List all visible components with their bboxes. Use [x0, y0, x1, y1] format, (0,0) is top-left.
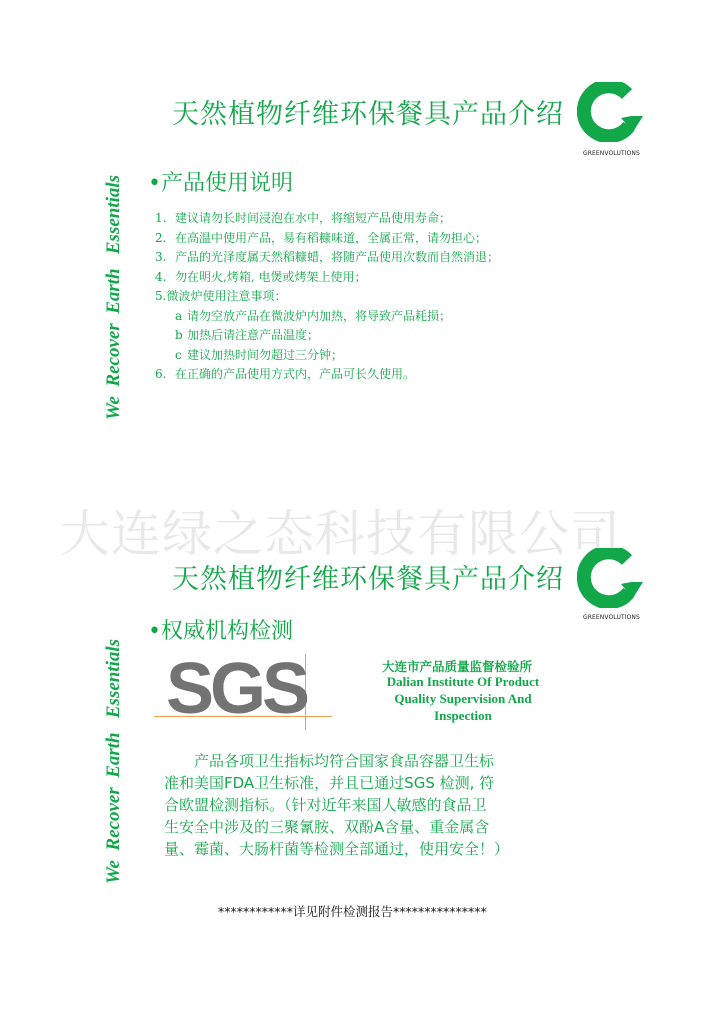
slide-2-title: 天然植物纤维环保餐具产品介绍 — [172, 564, 564, 595]
section-heading: •权威机构检测 — [148, 619, 293, 644]
list-item: 3. 产品的光泽度属天然稻糠蜡，将随产品使用次数而自然消退； — [155, 250, 500, 264]
logo-caption: GREENVOLUTIONS — [583, 150, 640, 157]
slide-1-title: 天然植物纤维环保餐具产品介绍 — [172, 99, 564, 130]
sub-list-item: c 建议加热时间勿超过三分钟； — [175, 347, 344, 362]
certification-paragraph: 产品各项卫生指标均符合国家食品容器卫生标 准和美国FDA卫生标准，并且已通过SGS 检测, 符 合欧盟检测指标。（针对近年来国人敏感的食品卫 生安全中涉及的三聚氰胺、双酚A含量、重金属含 量、霉菌、大肠杆菌等检测全部通过，使用安全！） — [164, 752, 510, 858]
logo-caption: GREENVOLUTIONS — [583, 614, 640, 621]
list-item: 4. 勿在明火,烤箱, 电煲或烤架上使用； — [155, 269, 367, 284]
attachment-note: ************详见附件检测报告*************** — [218, 904, 487, 919]
institute-english-name: Dalian Institute Of Product Quality Supervision And Inspection — [386, 674, 540, 723]
greenvolutions-logo-icon — [577, 548, 645, 614]
list-item: 5.微波炉使用注意事项： — [155, 289, 287, 303]
sub-list-item: a 请勿空放产品在微波炉内加热，将导致产品耗损； — [175, 308, 452, 323]
company-watermark: 大连绿之态科技有限公司 — [60, 505, 621, 563]
greenvolutions-logo-icon — [577, 82, 645, 148]
list-item: 1. 建议请勿长时间浸泡在水中，将缩短产品使用寿命； — [155, 211, 452, 225]
usage-instructions-list — [155, 209, 499, 385]
institute-chinese-name: 大连市产品质量监督检验所 — [382, 659, 533, 674]
list-item: 2. 在高温中使用产品，易有稻糠味道，全属正常，请勿担心； — [155, 230, 488, 245]
vertical-slogan: We Recover Earth Essentials — [103, 174, 124, 420]
list-item: 6. 在正确的产品使用方式内，产品可长久使用。 — [155, 367, 416, 381]
vertical-slogan: We Recover Earth Essentials — [103, 638, 124, 884]
sub-list-item: b 加热后请注意产品温度； — [175, 328, 320, 342]
section-heading: •产品使用说明 — [148, 171, 293, 196]
sgs-logo: SGS — [166, 649, 307, 729]
